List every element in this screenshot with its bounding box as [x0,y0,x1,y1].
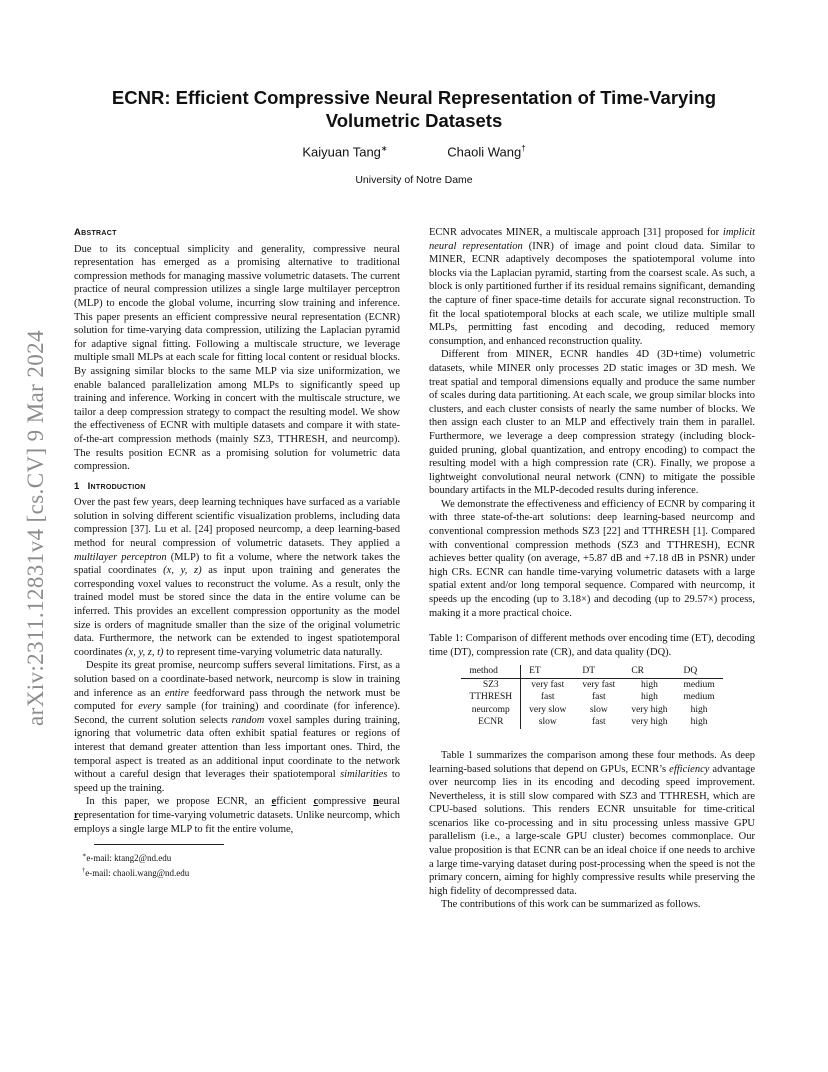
paper-title: ECNR: Efficient Compressive Neural Representation of Time-Varying Volumetric Datasets [111,87,717,131]
comparison-table [461,665,722,729]
author-list [0,144,828,159]
table-cell: fast [540,692,555,703]
abstract-heading: Abstract [74,227,117,238]
footnote: ∗e-mail: ktang2@nd.edu [82,852,172,864]
emphasis: efficiency [669,763,710,775]
author-name: Kaiyuan Tang [302,144,381,160]
footnote-email: e-mail: ktang2@nd.edu [86,853,172,864]
table-cell: very fast [531,679,565,690]
table-header-cell: method [461,665,520,678]
footnote-rule [94,844,224,845]
footnote: †e-mail: chaoli.wang@nd.edu [82,866,190,878]
author [447,144,525,159]
arxiv-side-stamp [14,288,58,768]
table-row [461,716,722,729]
table-cell: high [640,679,658,690]
table-cell: high [690,717,708,728]
paragraph: Despite its great promise, neurcomp suffers several limitations. First, as a solution based on a coordinate-based network, neurcomp is slow in training and inference as an entire feedforward pass through the network must be computed for every sample (for training) and coordinate (for inference). Second, the current solution selects random voxel samples during training, ignoring that volumetric data often exhibit spatial features or regions of interest that demand greater attention than less important ones. Third, the temporal aspect is treated as an additional input coordinate to the network without a careful design that leverages their spatiotemporal similarities to speed up the training. [74,660,400,794]
emphasis: multilayer perceptron [74,551,167,563]
table-row [461,704,722,717]
table-cell: high [640,692,658,703]
author [302,144,387,159]
table-cell: slow [538,717,557,728]
table-cell: very high [631,704,668,715]
table-cell: TTHRESH [461,691,520,704]
section-title: Introduction [87,480,146,492]
emphasis: entire [164,687,189,699]
table-cell: high [690,704,708,715]
table-cell: very slow [529,704,567,715]
table-caption: Table 1: Comparison of different methods over encoding time (ET), decoding time (DT), compression rate (CR), and data quality (DQ). [429,633,755,658]
table-header-cell: CR [623,665,675,678]
table-cell: neurcomp [461,704,520,717]
paragraph: We demonstrate the effectiveness and efficiency of ECNR by comparing it with three state-of-the-art solutions: deep learning-based neurcomp and conventional compression methods SZ3 [22] and TTHRESH [1]. Compared with conventional compression methods (SZ3 and TTHRESH), ECNR achieves better quality (on average, +5.87 dB and +7.18 dB in PSNR) under high CRs. ECNR can handle time-varying volumetric datasets with a large spatial extent and/or long temporal sequence. Compared with neurcomp, it speeds up the encoding (up to 3.18×) and decoding (up to 29.57×) process, making it a more practical choice. [429,498,755,619]
arxiv-id: arXiv:2311.12831v4 [cs.CV] 9 Mar 2024 [23,330,49,726]
table-row [461,691,722,704]
table-cell: very fast [582,679,616,690]
author-name: Chaoli Wang [447,144,522,160]
paragraph: The contributions of this work can be summarized as follows. [441,899,701,911]
footnote-email: e-mail: chaoli.wang@nd.edu [85,867,190,878]
table-row [461,678,722,691]
author-mark: † [521,144,526,153]
table-cell: medium [683,692,715,703]
table-cell: medium [683,679,715,690]
emphasis: similarities [340,769,388,781]
emphasis: implicit neural representation [429,227,755,252]
table-cell: ECNR [461,716,520,729]
paragraph: ECNR advocates MINER, a multiscale approach [31] proposed for implicit neural representation (INR) of image and point cloud data. Similar to MINER, ECNR adaptively decomposes the spatiotemporal volume into blocks via the Laplacian pyramid, starting from the coarsest scale. As such, a block is only partitioned further if its residual remains significant, demanding the capture of finer space-time details for accurate signal reconstruction. To fit the local spatiotemporal blocks at each scale, we utilize multiple small MLPs, permitting fast encoding and decoding, reduced memory consumption, and enhanced reconstruction quality. [429,227,755,347]
paragraph: In this paper, we propose ECNR, an efficient compressive neural representation for time-varying volumetric datasets. Unlike neurcomp, which employs a single large MLP to fit the entire volume, [74,796,400,835]
table-cell: fast [591,717,606,728]
table-header-cell: DT [574,665,623,678]
table-cell: slow [589,704,608,715]
math: (x, y, z, t) [125,646,164,658]
table-header-row [461,665,722,678]
emphasis: random [231,714,265,726]
section-number: 1 [74,480,80,492]
paragraph: Table 1 summarizes the comparison among these four methods. As deep learning-based solutions that depend on GPUs, ECNR’s efficiency advantage over neurcomp lies in its encoding and decoding speed improvement. Nevertheless, it is still slow compared with SZ3 and TTHRESH, which are CPU-based solutions. This renders ECNR unsuitable for time-critical scenarios like co-processing and in situ processing unless massive GPU parallelism (i.e., a large-scale GPU cluster) becomes commonplace. Our value proposition is that ECNR can be an ideal choice if one needs to archive a large time-varying dataset during post-processing when the speed is not the primary concern, aiming for highly compressive results while preserving the high fidelity of decompressed data. [429,749,755,897]
emphasis: every [138,701,161,713]
left-column [74,226,400,879]
table-cell: fast [591,692,606,703]
affiliation: University of Notre Dame [355,174,473,186]
paragraph: Different from MINER, ECNR handles 4D (3D+time) volumetric datasets, while MINER only processes 2D static images or 3D mesh. We treat spatial and temporal dimensions equally and produce the same number of scales during data partitioning. At each scale, we group similar blocks into clusters, and each cluster consists of nearly the same number of blocks. We then assign each cluster to an MLP and effectively train them in parallel. Furthermore, we leverage a deep compression strategy (including block-guided pruning, global quantization, and entropy encoding) to compact the resulting model with a high compression rate (CR). Finally, we propose a lightweight convolutional neural network (CNN) to mitigate the possible boundary artifacts in the MLP-decoded results during inference. [429,349,755,497]
table-header-cell: DQ [675,665,722,678]
right-column [429,226,755,912]
table-cell: SZ3 [461,678,520,691]
paragraph: Over the past few years, deep learning techniques have surfaced as a variable solution in solving different scientific visualization problems, including data compression [37]. Lu et al. [24] proposed neurcomp, a deep learning-based method for neural compression of volumetric datasets. They applied a multilayer perceptron (MLP) to fit a volume, where the network takes the spatial coordinates (x, y, z) as input upon training and generates the corresponding voxel values to reconstruct the volume. As a result, only the trained model must be stored since the data in the entire volume can be inferred. This provides an excellent compression opportunity as the model size is orders of magnitude smaller than the size of the original volumetric data. Furthermore, the network can be extended to ingest spatiotemporal coordinates (x, y, z, t) to represent time-varying volumetric data naturally. [74,497,400,658]
abstract-text: Due to its conceptual simplicity and generality, compressive neural representation has emerged as a promising alternative to traditional compression methods for managing massive volumetric datasets. The current practice of neural compression utilizes a single large multilayer perceptron (MLP) to encode the global volume, incurring slow training and inference. This paper presents an efficient compressive neural representation (ECNR) solution for time-varying data compression, utilizing the Laplacian pyramid for adaptive signal fitting. Following a multiscale structure, we leverage multiple small MLPs at each scale for fitting local content or residual blocks. By assigning similar blocks to the same MLP via size uniformization, we enable balanced parallelization among MLPs to significantly speed up training and inference. Working in concert with the multiscale structure, we tailor a deep compression strategy to compact the resulting model. We show the effectiveness of ECNR with multiple datasets and compare it with state-of-the-art compression methods (mainly SZ3, TTHRESH, and neurcomp). The results position ECNR as a promising solution for volumetric data compression. [74,243,400,473]
section-heading-introduction [74,480,400,494]
author-mark: ∗ [380,144,388,153]
table-cell: very high [631,717,668,728]
math: (x, y, z) [163,565,202,577]
table-header-cell: ET [521,665,575,678]
